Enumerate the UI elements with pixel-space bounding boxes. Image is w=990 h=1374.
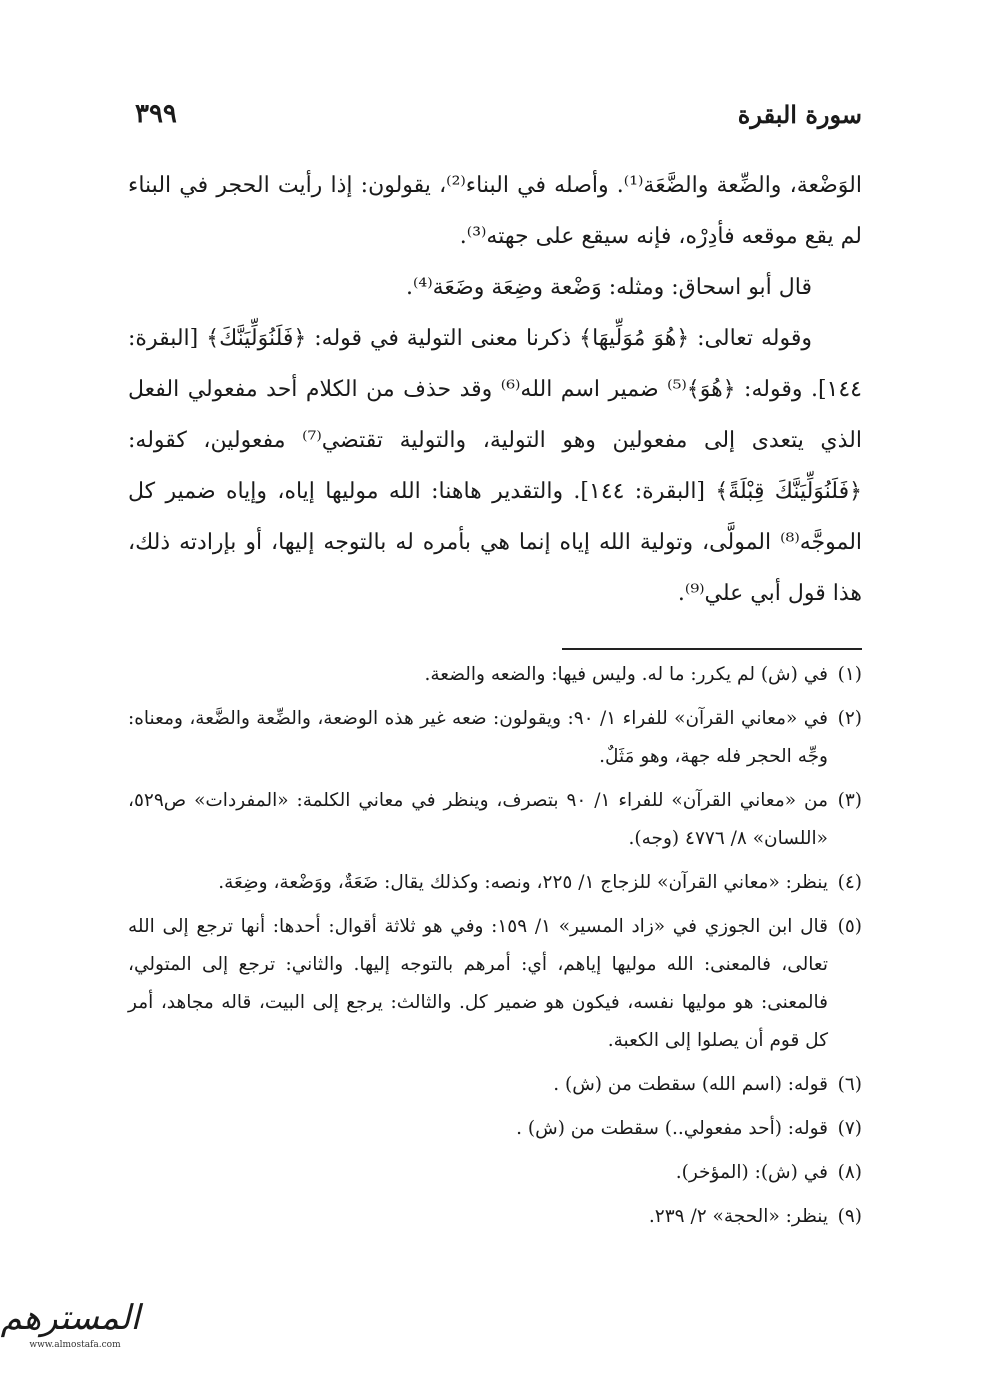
footnote-text: في (ش) لم يكرر: ما له. وليس فيها: والضعه والضعة.	[424, 664, 828, 685]
footnote-5	[128, 908, 862, 1060]
footnote-separator	[562, 648, 862, 650]
footnote-7	[128, 1110, 862, 1148]
footnote-3	[128, 782, 862, 858]
page-number: ٣٩٩	[135, 99, 177, 129]
footnote-6	[128, 1066, 862, 1104]
paragraph-3: وقوله تعالى: ﴿هُوَ مُوَلِّيهَا﴾ ذكرنا معنى التولية في قوله: ﴿فَلَنُوَلِّيَنَّكَ﴾ [البقرة: ١٤٤]. وقوله: ﴿هُوَ﴾⁽⁵⁾ ضمير اسم الله⁽⁶⁾ وقد حذف من الكلام أحد مفعولي الفعل الذي يتعدى إلى مفعولين وهو التولية، والتولية تقتضي⁽⁷⁾ مفعولين، كقوله: ﴿فَلَنُوَلِّيَنَّكَ قِبْلَةً﴾ [البقرة: ١٤٤]. والتقدير هاهنا: الله موليها إياه، وإياه ضمير كل الموجَّه⁽⁸⁾ المولَّى، وتولية الله إياه إنما هي بأمره له بالتوجه إليها، أو بإرادته ذلك، هذا قول أبي علي⁽⁹⁾.	[128, 326, 863, 606]
footnote-text: قال ابن الجوزي في «زاد المسير» ١/ ١٥٩: وفي هو ثلاثة أقوال: أحدها: أنها ترجع إلى الله تعالى، فالمعنى: الله موليها إياهم، أي: أمرهم بالتوجه إليها. والثاني: ترجع إلى المتولي، فالمعنى: هو موليها نفسه، فيكون هو ضمير كل. والثالث: يرجع إلى البيت، قاله مجاهد، أمر كل قوم أن يصلوا إلى الكعبة.	[128, 916, 828, 1051]
publisher-logo	[0, 1298, 140, 1360]
logo-wordmark: المسترهم	[0, 1298, 140, 1338]
footnote-number: (٨)	[837, 1162, 862, 1183]
footnote-text: في «معاني القرآن» للفراء ١/ ٩٠: ويقولون: ضعه غير هذه الوضعة، والضِّعة والضَّعة، ومعناه: وجِّه الحجر فله جهة، وهو مَثَلٌ.	[128, 708, 828, 767]
main-text	[128, 160, 862, 619]
footnote-number: (٢)	[837, 708, 862, 729]
footnote-number: (٦)	[837, 1074, 862, 1095]
footnote-2	[128, 700, 862, 776]
footnote-number: (٣)	[837, 790, 862, 811]
footnote-number: (٥)	[837, 916, 862, 937]
footnote-8	[128, 1154, 862, 1192]
footnote-number: (٩)	[837, 1206, 862, 1227]
footnote-1	[128, 656, 862, 694]
footnote-4	[128, 864, 862, 902]
surah-title: سورة البقرة	[737, 99, 862, 129]
footnote-text: قوله: (أحد مفعولي..) سقطت من (ش) .	[516, 1118, 828, 1139]
footnote-text: ينظر: «معاني القرآن» للزجاج ١/ ٢٢٥، ونصه: وكذلك يقال: ضَعَةٌ، ووَضْعة، وضِعَة.	[218, 872, 828, 893]
footnotes	[128, 656, 862, 1242]
footnote-9	[128, 1198, 862, 1236]
footnote-text: في (ش): (المؤخر).	[675, 1162, 828, 1183]
page-header	[135, 92, 862, 136]
footnote-text: من «معاني القرآن» للفراء ١/ ٩٠ بتصرف، وينظر في معاني الكلمة: «المفردات» ص٥٢٩، «اللسان» ٨/ ٤٧٧٦ (وجه).	[128, 790, 828, 849]
paragraph-2: قال أبو اسحاق: ومثله: وَضْعة وضِعَة وضَعَة⁽⁴⁾.	[405, 275, 812, 300]
footnote-text: قوله: (اسم الله) سقطت من (ش) .	[553, 1074, 828, 1095]
footnote-number: (٧)	[837, 1118, 862, 1139]
footnote-text: ينظر: «الحجة» ٢/ ٢٣٩.	[648, 1206, 828, 1227]
logo-subtext: www.almostafa.com	[29, 1340, 121, 1350]
paragraph-1: الوَضْعة، والضِّعة والضَّعَة⁽¹⁾. وأصله في البناء⁽²⁾، يقولون: إذا رأيت الحجر في البناء لم يقع موقعه فأدِرْه، فإنه سيقع على جهته⁽³⁾.	[128, 173, 862, 249]
footnote-number: (٤)	[837, 872, 862, 893]
footnote-number: (١)	[837, 664, 862, 685]
